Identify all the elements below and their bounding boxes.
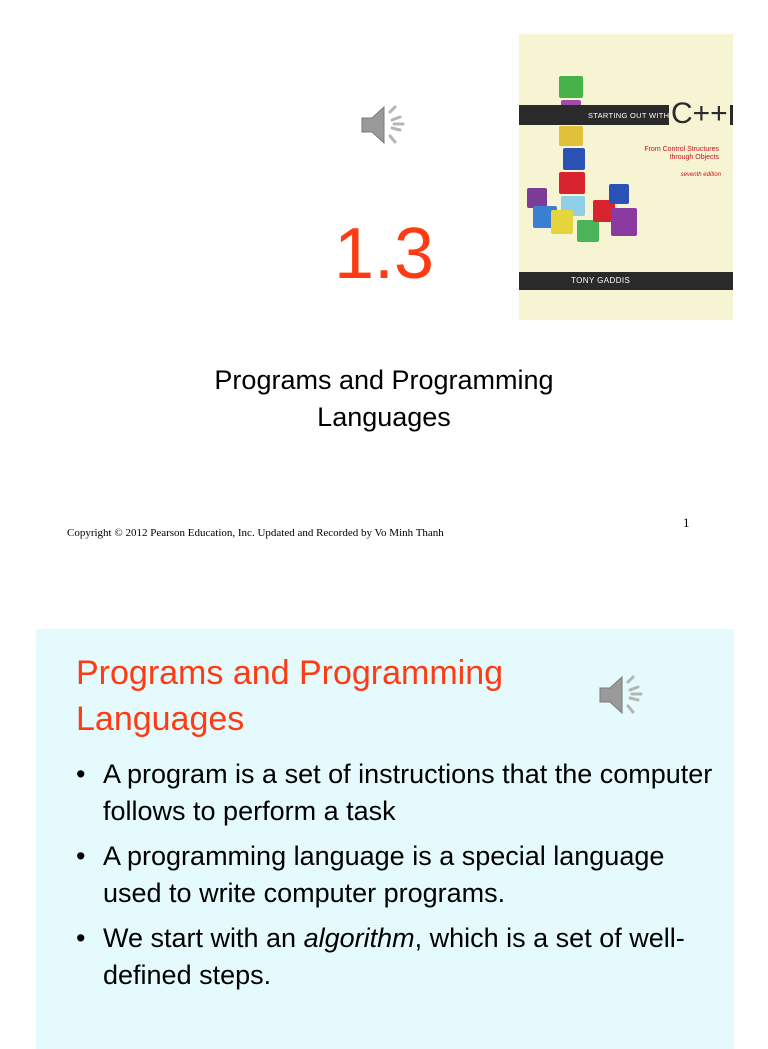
slide-title [76,650,576,742]
cube-decoration [559,126,583,146]
cube-decoration [527,188,547,208]
cube-decoration [559,76,583,98]
cube-decoration [609,184,629,204]
book-edition: seventh edition [680,172,721,178]
cube-decoration [611,208,637,236]
subtitle-line: Programs and Programming [214,365,554,395]
bullet-text-after: , which is a set of well-defined steps. [103,923,685,990]
book-cover [519,34,733,320]
book-language: C++ [671,97,728,130]
speaker-icon[interactable] [360,102,408,148]
cube-decoration [563,148,585,170]
subtitle-line: Languages [317,402,451,432]
book-subtitle-line: From Control Structures [644,146,719,153]
bullet-text: A program is a set of instructions that the computer follows to perform a task [103,759,713,826]
bullet-dot: • [76,841,86,871]
bullet-dot: • [76,759,86,789]
slide-subtitle [0,362,768,436]
title-line: Programs and Programming [76,654,504,692]
copyright-notice: Copyright © 2012 Pearson Education, Inc. Updated and Recorded by Vo Minh Thanh [67,527,444,539]
bullet-emphasis: algorithm [303,923,415,953]
speaker-icon[interactable] [598,672,646,718]
bullet-text-before: We start with an [103,923,304,953]
section-number: 1.3 [333,214,435,294]
book-author: TONY GADDIS [571,276,631,285]
bullet-dot: • [76,923,86,953]
bullet-list [76,756,716,1002]
bullet-item [76,756,716,830]
book-subtitle [623,146,719,162]
book-subtitle-line: through Objects [669,154,719,161]
cube-decoration [577,220,599,242]
title-line: Languages [76,700,245,738]
bullet-item [76,838,716,912]
page-number: 1 [683,515,690,530]
cube-decoration [551,210,573,234]
bullet-item [76,920,716,994]
cube-decoration [559,172,585,194]
bullet-text: A programming language is a special language used to write computer programs. [103,841,665,908]
book-series: STARTING OUT WITH [588,111,670,120]
